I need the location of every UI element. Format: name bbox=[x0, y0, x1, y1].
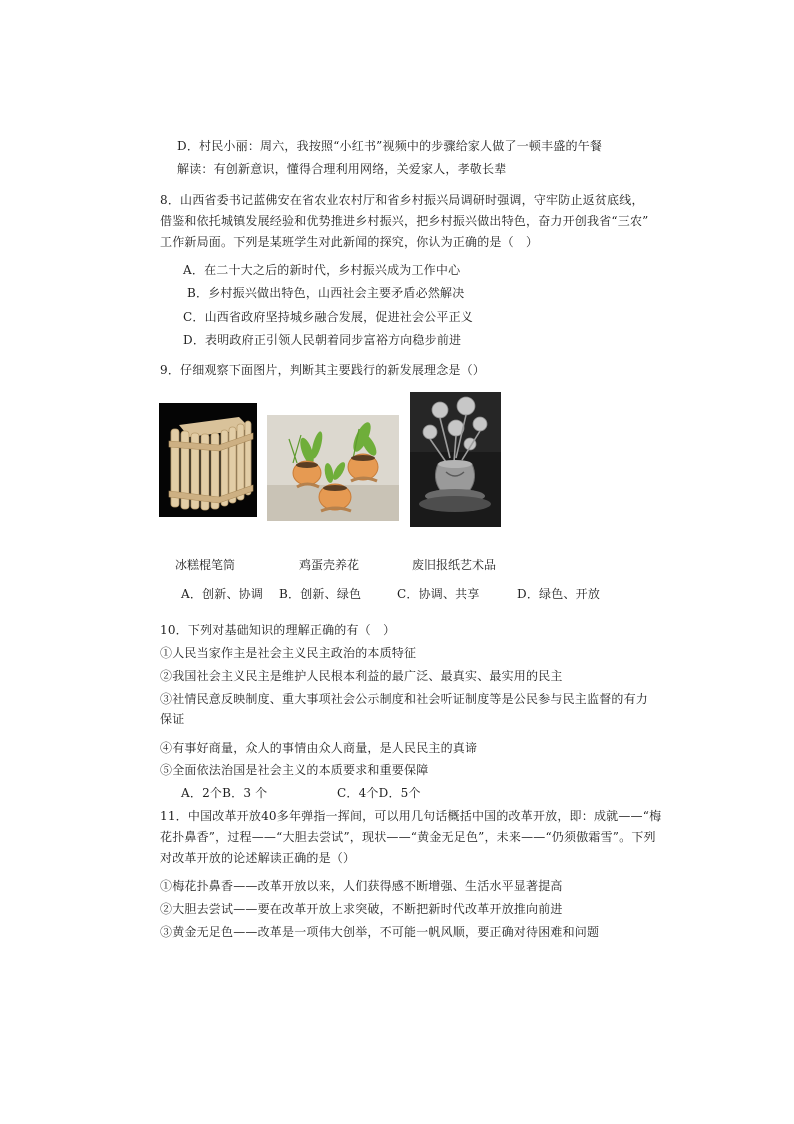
q9-caption-3: 废旧报纸艺术品 bbox=[412, 558, 497, 572]
q10-item-4: ④有事好商量，众人的事情由众人商量，是人民民主的真谛 bbox=[160, 741, 478, 755]
q11-item-1: ①梅花扑鼻香——改革开放以来，人们获得感不断增强、生活水平显著提高 bbox=[160, 879, 563, 893]
q10-item-3-line-2: 保证 bbox=[160, 712, 185, 726]
q9-option-d: D．绿色、开放 bbox=[517, 587, 601, 601]
q10-options-cd: C．4个D．5个 bbox=[337, 786, 421, 800]
q8-option-d: D．表明政府正引领人民朝着同步富裕方向稳步前进 bbox=[183, 333, 462, 347]
q8-stem-line-2: 借鉴和依托城镇发展经验和优势推进乡村振兴，把乡村振兴做出特色，奋力开创我省“三农” bbox=[160, 214, 649, 228]
q9-option-b: B．创新、绿色 bbox=[279, 587, 362, 601]
q8-stem-line-1: 8．山西省委书记蓝佛安在省农业农村厅和省乡村振兴局调研时强调，守牢防止返贫底线， bbox=[160, 193, 644, 207]
q8-stem-line-3: 工作新局面。下列是某班学生对此新闻的探究，你认为正确的是（ ） bbox=[160, 235, 539, 249]
q11-stem-line-2: 花扑鼻香”，过程——“大胆去尝试”，现状——“黄金无足色”，未来——“仍须傲霜雪”。下列 bbox=[160, 830, 656, 844]
q9-stem: 9．仔细观察下面图片，判断其主要践行的新发展理念是（） bbox=[160, 363, 486, 377]
q11-item-2: ②大胆去尝试——要在改革开放上求突破，不断把新时代改革开放推向前进 bbox=[160, 902, 563, 916]
q11-stem-line-3: 对改革开放的论述解读正确的是（） bbox=[160, 851, 356, 865]
newspaper-artwork-image bbox=[410, 392, 501, 527]
eggshell-planter-image bbox=[267, 415, 399, 521]
q8-option-c: C．山西省政府坚持城乡融合发展，促进社会公平正义 bbox=[183, 310, 473, 324]
q10-item-1: ①人民当家作主是社会主义民主政治的本质特征 bbox=[160, 646, 417, 660]
q10-item-5: ⑤全面依法治国是社会主义的本质要求和重要保障 bbox=[160, 763, 429, 777]
q10-stem: 10．下列对基础知识的理解正确的有（ ） bbox=[160, 623, 396, 637]
q11-item-3: ③黄金无足色——改革是一项伟大创举，不可能一帆风顺，要正确对待困难和问题 bbox=[160, 925, 600, 939]
q10-options-ab: A．2个B．3 个 bbox=[181, 786, 268, 800]
q7-explain-d: 解读：有创新意识，懂得合理利用网络，关爱家人，孝敬长辈 bbox=[177, 162, 507, 176]
q9-option-a: A．创新、协调 bbox=[181, 587, 264, 601]
popsicle-stick-pen-holder-image bbox=[159, 403, 257, 517]
q9-option-c: C．协调、共享 bbox=[397, 587, 480, 601]
q10-item-3-line-1: ③社情民意反映制度、重大事项社会公示制度和社会听证制度等是公民参与民主监督的有力 bbox=[160, 692, 649, 706]
q8-option-b: B．乡村振兴做出特色，山西社会主要矛盾必然解决 bbox=[187, 286, 465, 300]
q8-option-a: A．在二十大之后的新时代，乡村振兴成为工作中心 bbox=[183, 263, 461, 277]
q7-option-d: D．村民小丽：周六，我按照“小红书”视频中的步骤给家人做了一顿丰盛的午餐 bbox=[177, 139, 603, 153]
q9-caption-2: 鸡蛋壳养花 bbox=[299, 558, 360, 572]
q10-item-2: ②我国社会主义民主是维护人民根本利益的最广泛、最真实、最实用的民主 bbox=[160, 669, 563, 683]
q11-stem-line-1: 11．中国改革开放40多年弹指一挥间，可以用几句话概括中国的改革开放，即：成就——“梅 bbox=[160, 809, 662, 823]
q9-caption-1: 冰糕棍笔筒 bbox=[175, 558, 236, 572]
